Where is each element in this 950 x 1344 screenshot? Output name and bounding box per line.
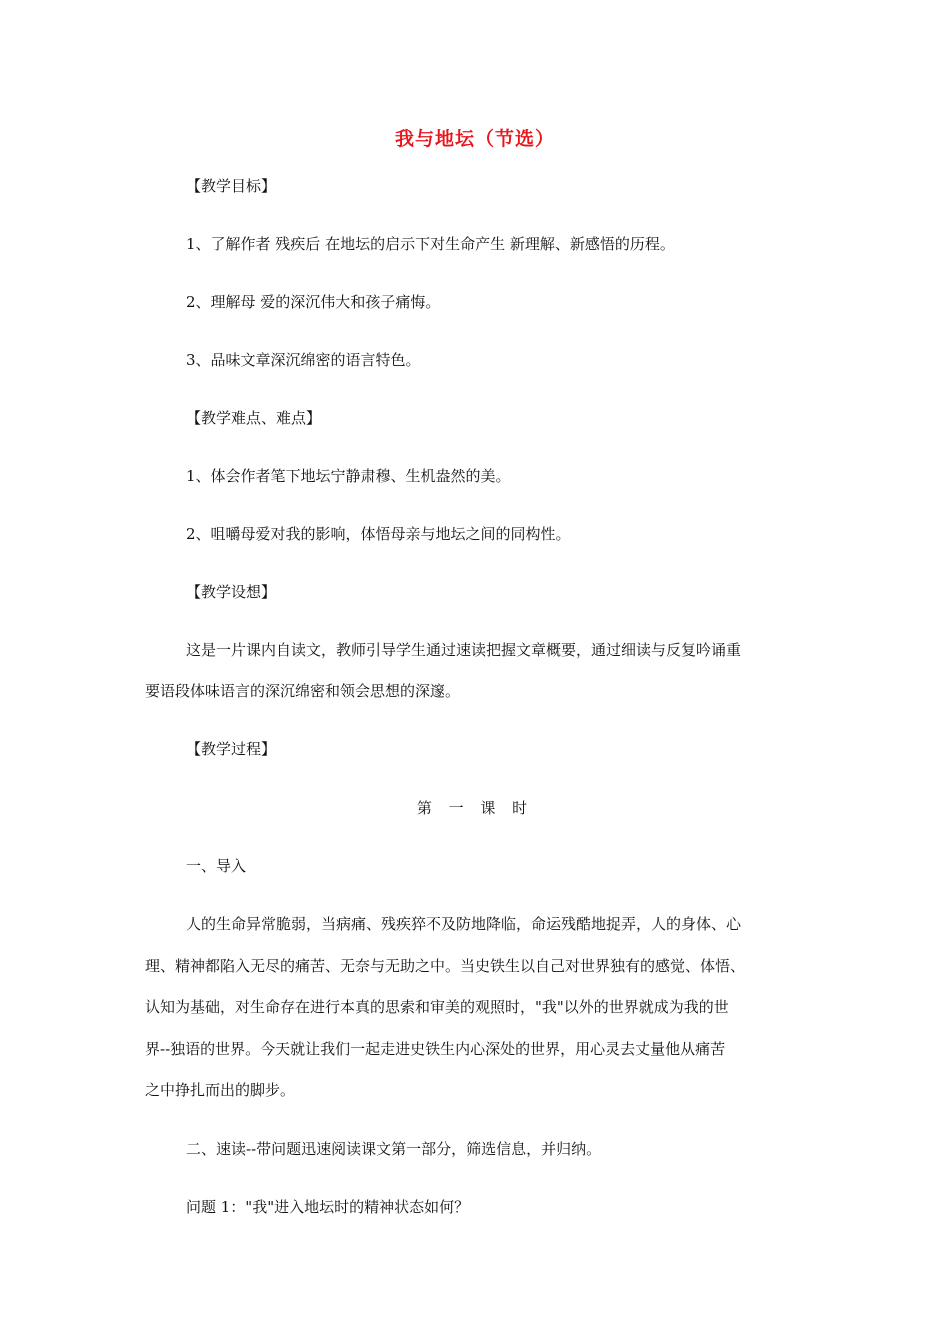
design-paragraph-line-2: 要语段体味语言的深沉绵密和领会思想的深邃。 bbox=[145, 682, 461, 700]
intro-paragraph-line-5: 之中挣扎而出的脚步。 bbox=[145, 1081, 296, 1099]
difficulty-item-1: 1、体会作者笔下地坛宁静肃穆、生机盎然的美。 bbox=[186, 467, 511, 485]
section-heading-objectives: 【教学目标】 bbox=[186, 177, 277, 195]
lesson-heading: 第 一 课 时 bbox=[416, 799, 534, 817]
step-heading-intro: 一、导入 bbox=[186, 857, 247, 875]
objective-item-1: 1、了解作者 残疾后 在地坛的启示下对生命产生 新理解、新感悟的历程。 bbox=[186, 235, 675, 253]
question-1: 问题 1："我"进入地坛时的精神状态如何？ bbox=[186, 1198, 470, 1216]
intro-paragraph-line-3: 认知为基础，对生命存在进行本真的思索和审美的观照时，"我"以外的世界就成为我的世 bbox=[145, 998, 729, 1016]
section-heading-difficulties: 【教学难点、难点】 bbox=[186, 409, 322, 427]
section-heading-process: 【教学过程】 bbox=[186, 740, 277, 758]
intro-paragraph-line-4: 界--独语的世界。今天就让我们一起走进史铁生内心深处的世界，用心灵去丈量他从痛苦 bbox=[145, 1040, 726, 1058]
section-heading-design: 【教学设想】 bbox=[186, 583, 277, 601]
intro-paragraph-line-2: 理、精神都陷入无尽的痛苦、无奈与无助之中。当史铁生以自己对世界独有的感觉、体悟、 bbox=[145, 957, 746, 975]
step-heading-speed-reading: 二、速读--带问题迅速阅读课文第一部分，筛选信息，并归纳。 bbox=[186, 1140, 602, 1158]
document-title: 我与地坛（节选） bbox=[394, 128, 555, 150]
difficulty-item-2: 2、咀嚼母爱对我的影响，体悟母亲与地坛之间的同构性。 bbox=[186, 525, 571, 543]
design-paragraph-line-1: 这是一片课内自读文，教师引导学生通过速读把握文章概要，通过细读与反复吟诵重 bbox=[186, 641, 742, 659]
intro-paragraph-line-1: 人的生命异常脆弱，当病痛、残疾猝不及防地降临，命运残酷地捉弄，人的身体、心 bbox=[186, 915, 742, 933]
objective-item-3: 3、品味文章深沉绵密的语言特色。 bbox=[186, 351, 421, 369]
objective-item-2: 2、理解母 爱的深沉伟大和孩子痛悔。 bbox=[186, 293, 441, 311]
